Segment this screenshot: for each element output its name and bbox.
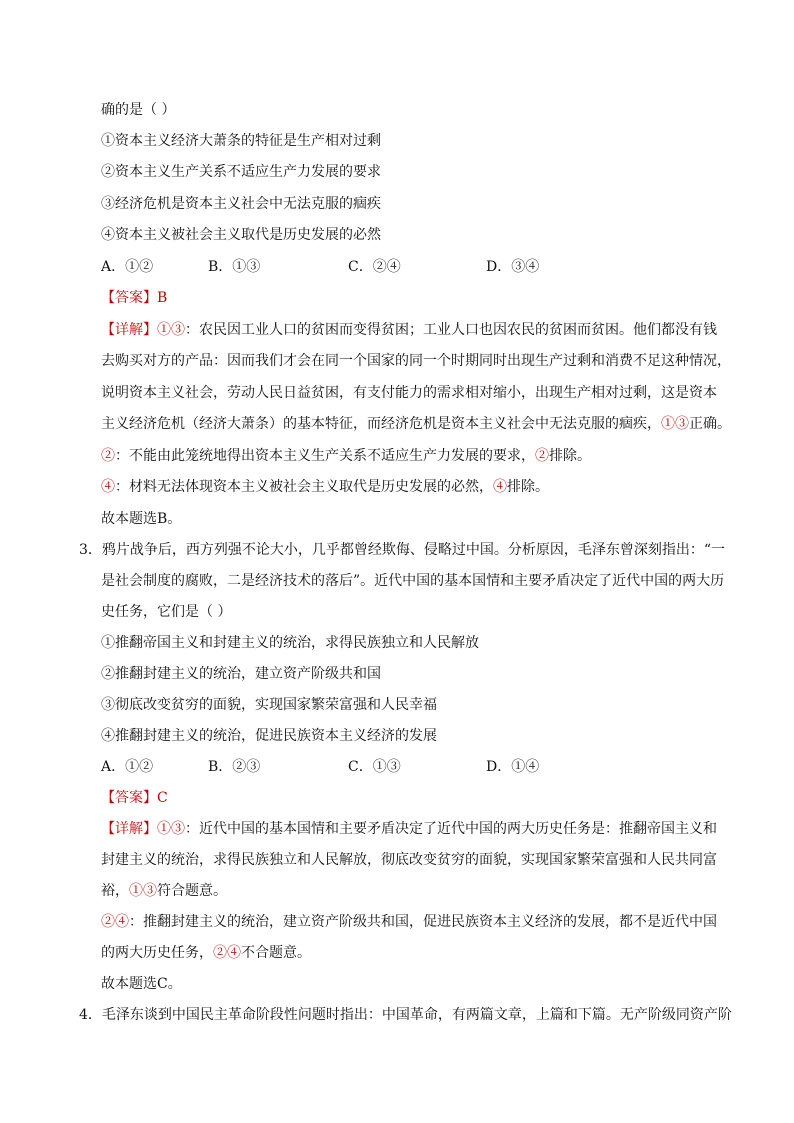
q3-detail-line-4 bbox=[101, 912, 717, 932]
q2-item-3: ③经济危机是资本主义社会中无法克服的痼疾 bbox=[101, 196, 381, 212]
q4-stem-line-1: 4．毛泽东谈到中国民主革命阶段性问题时指出：中国革命，有两篇文章，上篇和下篇。无产阶级同资产阶 bbox=[79, 1007, 732, 1023]
detail-label: 【详解】 bbox=[101, 322, 157, 338]
detail-text: 排除。 bbox=[549, 448, 591, 464]
q3-stem-line-3: 史任务，它们是（ ） bbox=[101, 604, 232, 620]
detail-mark: ①③ bbox=[157, 821, 185, 837]
answer-value: C bbox=[157, 790, 168, 806]
detail-text: ：近代中国的基本国情和主要矛盾决定了近代中国的两大历史任务是：推翻帝国主义和 bbox=[185, 821, 717, 837]
q2-stem-tail: 确的是（ ） bbox=[101, 102, 176, 118]
detail-text: ：材料无法体现资本主义被社会主义取代是历史发展的必然， bbox=[115, 479, 493, 495]
q3-answer bbox=[101, 788, 168, 808]
q2-option-d: D．③④ bbox=[486, 259, 540, 275]
q2-item-2: ②资本主义生产关系不适应生产力发展的要求 bbox=[101, 164, 381, 180]
q2-item-4: ④资本主义被社会主义取代是历史发展的必然 bbox=[101, 227, 381, 243]
detail-mark: ①③ bbox=[661, 416, 689, 432]
q3-stem-line-1: 3．鸦片战争后，西方列强不论大小，几乎都曾经欺侮、侵略过中国。分析原因，毛泽东曾深刻指出：“一 bbox=[79, 542, 726, 558]
q3-option-b: B．②③ bbox=[208, 759, 261, 775]
q3-stem-line-2: 是社会制度的腐败，二是经济技术的落后”。近代中国的基本国情和主要矛盾决定了近代中国的两大历 bbox=[101, 573, 725, 589]
q3-option-c: C．①③ bbox=[348, 759, 401, 775]
answer-label: 【答案】 bbox=[101, 790, 157, 806]
q2-option-a: A．①② bbox=[101, 259, 154, 275]
q3-conclusion: 故本题选C。 bbox=[101, 976, 182, 992]
detail-mark: ①③ bbox=[129, 883, 157, 899]
detail-mark: ② bbox=[535, 448, 549, 464]
q2-option-c: C．②④ bbox=[348, 259, 401, 275]
q2-conclusion: 故本题选B。 bbox=[101, 511, 182, 527]
answer-label: 【答案】 bbox=[101, 290, 157, 306]
q3-detail-line-1 bbox=[101, 819, 717, 839]
q3-option-d: D．①④ bbox=[486, 759, 540, 775]
q2-detail-line-3: 说明资本主义社会，劳动人民日益贫困，有支付能力的需求相对缩小，出现生产相对过剩，这是资本 bbox=[101, 385, 717, 401]
detail-label: 【详解】 bbox=[101, 821, 157, 837]
q3-detail-line-2: 封建主义的统治，求得民族独立和人民解放，彻底改变贫穷的面貌，实现国家繁荣富强和人民共同富 bbox=[101, 852, 717, 868]
detail-text: 正确。 bbox=[689, 416, 731, 432]
detail-text: ：推翻封建主义的统治，建立资产阶级共和国，促进民族资本主义经济的发展，都不是近代中国 bbox=[129, 914, 717, 930]
q2-option-b: B．①③ bbox=[208, 259, 261, 275]
detail-text: 裕， bbox=[101, 883, 129, 899]
detail-mark: ②④ bbox=[213, 945, 241, 961]
q2-detail-line-6 bbox=[101, 477, 549, 497]
detail-text: 主义经济危机（经济大萧条）的基本特征，而经济危机是资本主义社会中无法克服的痼疾， bbox=[101, 416, 661, 432]
detail-text: ：农民因工业人口的贫困而变得贫困；工业人口也因农民的贫困而贫困。他们都没有钱 bbox=[185, 322, 717, 338]
q2-detail-line-5 bbox=[101, 446, 591, 466]
detail-mark: ② bbox=[101, 448, 115, 464]
detail-text: 不合题意。 bbox=[241, 945, 311, 961]
q3-item-2: ②推翻封建主义的统治，建立资产阶级共和国 bbox=[101, 666, 381, 682]
q3-detail-line-5 bbox=[101, 943, 311, 963]
detail-text: 符合题意。 bbox=[157, 883, 227, 899]
answer-value: B bbox=[157, 290, 168, 306]
q3-item-4: ④推翻封建主义的统治，促进民族资本主义经济的发展 bbox=[101, 728, 437, 744]
q3-item-3: ③彻底改变贫穷的面貌，实现国家繁荣富强和人民幸福 bbox=[101, 697, 437, 713]
q2-item-1: ①资本主义经济大萧条的特征是生产相对过剩 bbox=[101, 133, 381, 149]
detail-mark: ②④ bbox=[101, 914, 129, 930]
detail-text: 排除。 bbox=[507, 479, 549, 495]
detail-mark: ④ bbox=[493, 479, 507, 495]
detail-text: 的两大历史任务， bbox=[101, 945, 213, 961]
q3-detail-line-3 bbox=[101, 881, 227, 901]
detail-mark: ④ bbox=[101, 479, 115, 495]
q2-detail-line-2: 去购买对方的产品：因而我们才会在同一个国家的同一个时期同时出现生产过剩和消费不足这种情况， bbox=[101, 353, 731, 369]
q2-detail-line-1 bbox=[101, 320, 717, 340]
q2-detail-line-4 bbox=[101, 414, 731, 434]
q3-item-1: ①推翻帝国主义和封建主义的统治，求得民族独立和人民解放 bbox=[101, 635, 479, 651]
detail-text: ：不能由此笼统地得出资本主义生产关系不适应生产力发展的要求， bbox=[115, 448, 535, 464]
q2-answer bbox=[101, 288, 167, 308]
q3-option-a: A．①② bbox=[101, 759, 154, 775]
detail-mark: ①③ bbox=[157, 322, 185, 338]
